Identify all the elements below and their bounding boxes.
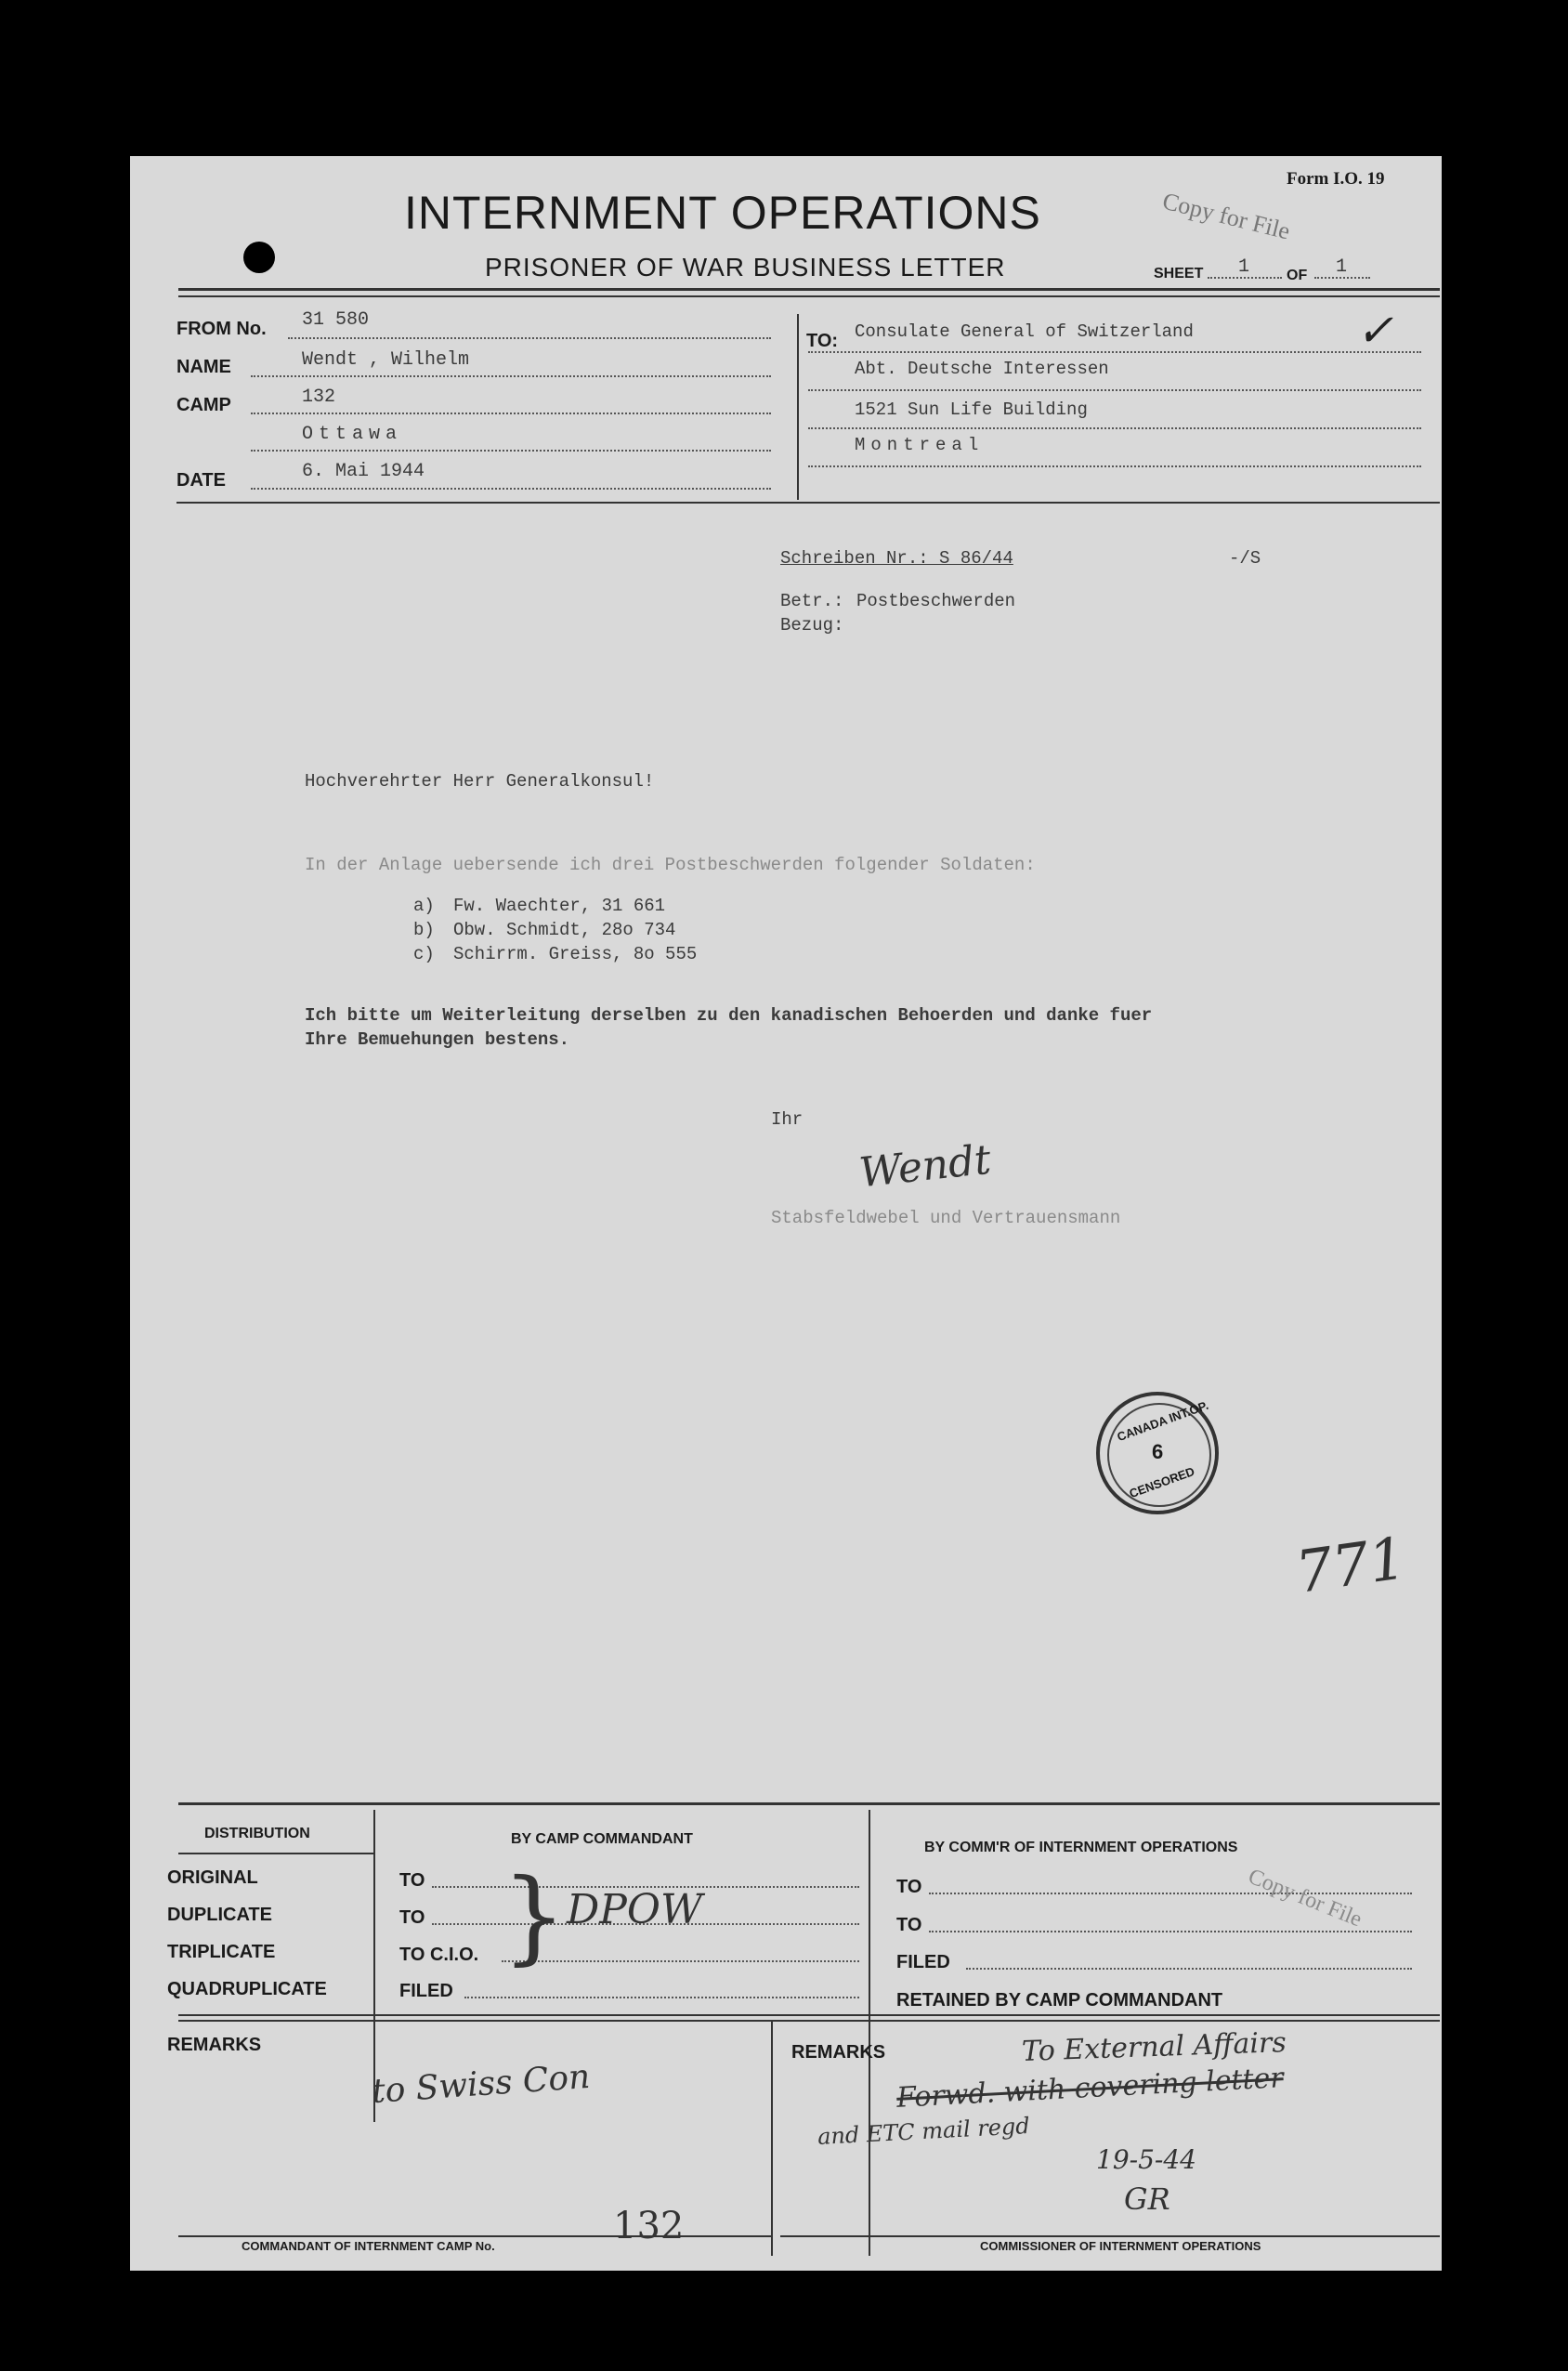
- remarks-right-line-3: and ETC mail regd: [817, 2113, 1031, 2150]
- page-number: 771: [1291, 1524, 1410, 1606]
- remarks-right-line-2: Forwd. with covering letter: [895, 2062, 1285, 2115]
- cc-row-to-cio: TO C.I.O.: [399, 1945, 479, 1965]
- betr-value: Postbeschwerden: [856, 591, 1016, 611]
- intro-line: In der Anlage uebersende ich drei Postbeschwerden folgender Soldaten:: [305, 855, 1036, 875]
- distribution-duplicate: DUPLICATE: [167, 1905, 272, 1925]
- betr-label: Betr.:: [780, 591, 844, 611]
- punch-hole: [243, 242, 275, 273]
- camp-location: Ottawa: [302, 424, 403, 445]
- camp-number-handwritten: 132: [613, 2205, 685, 2247]
- sheet-number: 1: [1238, 256, 1250, 278]
- remarks-right-line-1: To External Affairs: [1021, 2026, 1287, 2068]
- remarks-label-left: REMARKS: [167, 2035, 262, 2055]
- of-label: OF: [1287, 268, 1308, 283]
- form-title: INTERNMENT OPERATIONS: [404, 187, 1041, 239]
- cc-row-to-2: TO: [399, 1907, 425, 1928]
- commr-row-filed: FILED: [896, 1952, 950, 1972]
- commr-copy-stamp: Copy for File: [1245, 1864, 1365, 1932]
- name-label: NAME: [176, 357, 231, 377]
- recipient-line-3: 1521 Sun Life Building: [855, 400, 1088, 420]
- cc-row-to-1: TO: [399, 1870, 425, 1891]
- brace-mark: }: [502, 1856, 567, 1975]
- commandant-footer: COMMANDANT OF INTERNMENT CAMP No.: [242, 2239, 495, 2253]
- list-item-b: Obw. Schmidt, 28o 734: [453, 920, 676, 940]
- recipient-line-1: Consulate General of Switzerland: [855, 321, 1194, 342]
- salutation: Hochverehrter Herr Generalkonsul!: [305, 771, 655, 792]
- remarks-right-date: 19-5-44: [1096, 2144, 1196, 2175]
- recipient-line-4: Montreal: [855, 435, 985, 455]
- form-subtitle: PRISONER OF WAR BUSINESS LETTER: [485, 253, 1006, 282]
- list-item-a-marker: a): [413, 896, 435, 916]
- camp-commandant-header: BY CAMP COMMANDANT: [511, 1831, 693, 1847]
- date-label: DATE: [176, 470, 226, 491]
- name-value: Wendt , Wilhelm: [302, 349, 470, 371]
- date-value: 6. Mai 1944: [302, 461, 425, 482]
- request-line-2: Ihre Bemuehungen bestens.: [305, 1029, 570, 1050]
- list-item-a: Fw. Waechter, 31 661: [453, 896, 666, 916]
- list-item-b-marker: b): [413, 920, 435, 940]
- bezug-label: Bezug:: [780, 615, 844, 635]
- commr-row-to-1: TO: [896, 1877, 922, 1897]
- check-mark: ✓: [1356, 305, 1394, 357]
- letter-form: [130, 156, 1442, 2271]
- closing: Ihr: [771, 1109, 804, 1130]
- form-number: Form I.O. 19: [1287, 169, 1385, 189]
- copy-for-file-stamp: Copy for File: [1159, 187, 1293, 245]
- from-number: 31 580: [302, 309, 370, 331]
- remarks-right-initials: GR: [1124, 2181, 1170, 2217]
- censor-stamp-center: 6: [1152, 1440, 1164, 1463]
- distribution-original: ORIGINAL: [167, 1867, 258, 1888]
- cc-row-filed: FILED: [399, 1981, 453, 2001]
- signature: Wendt: [856, 1135, 994, 1198]
- remarks-left-handwritten: to Swiss Con: [370, 2057, 592, 2112]
- dpow-handwritten: DPOW: [567, 1886, 703, 1933]
- distribution-header: DISTRIBUTION: [204, 1826, 310, 1841]
- list-item-c-marker: c): [413, 944, 435, 964]
- from-label: FROM No.: [176, 319, 267, 339]
- signature-title: Stabsfeldwebel und Vertrauensmann: [771, 1208, 1121, 1228]
- censor-stamp-top: CANADA INT.OP.: [1115, 1397, 1210, 1445]
- censor-stamp-bottom: CENSORED: [1127, 1463, 1197, 1501]
- commissioner-footer: COMMISSIONER OF INTERNMENT OPERATIONS: [980, 2239, 1261, 2253]
- letter-reference: Schreiben Nr.: S 86/44: [780, 548, 1013, 569]
- remarks-label-right: REMARKS: [791, 2042, 886, 2063]
- commr-row-to-2: TO: [896, 1915, 922, 1935]
- request-line-1: Ich bitte um Weiterleitung derselben zu den kanadischen Behoerden und danke fuer: [305, 1005, 1153, 1026]
- distribution-quadruplicate: QUADRUPLICATE: [167, 1979, 327, 1999]
- censor-stamp: [1096, 1392, 1219, 1514]
- sheet-label: SHEET: [1154, 266, 1204, 282]
- list-item-c: Schirrm. Greiss, 8o 555: [453, 944, 698, 964]
- commr-row-retained: RETAINED BY CAMP COMMANDANT: [896, 1990, 1223, 2011]
- sheet-total: 1: [1336, 256, 1348, 278]
- camp-label: CAMP: [176, 395, 231, 415]
- camp-value: 132: [302, 386, 336, 408]
- commr-header: BY COMM'R OF INTERNMENT OPERATIONS: [924, 1840, 1238, 1855]
- letter-reference-suffix: -/S: [1229, 548, 1261, 569]
- distribution-triplicate: TRIPLICATE: [167, 1942, 276, 1962]
- recipient-line-2: Abt. Deutsche Interessen: [855, 359, 1109, 379]
- to-label: TO:: [806, 331, 839, 351]
